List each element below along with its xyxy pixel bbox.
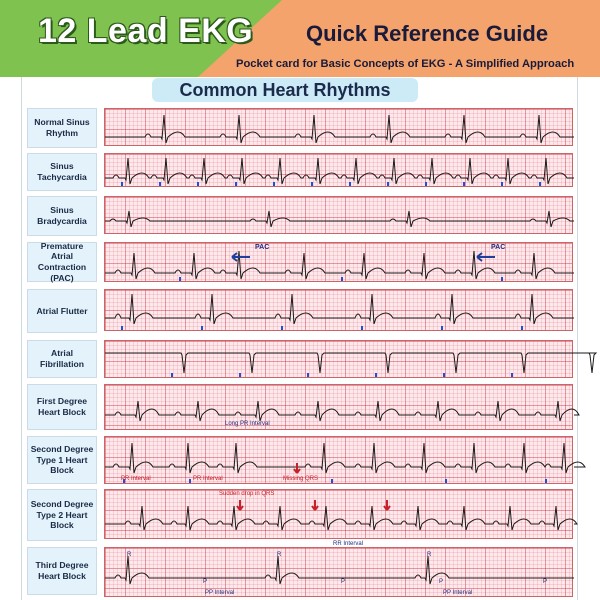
rhythm-marker bbox=[341, 277, 343, 281]
rhythm-marker bbox=[197, 182, 199, 186]
rhythm-marker bbox=[463, 182, 465, 186]
ekg-trace-atrial-flutter bbox=[105, 290, 572, 330]
r-wave-label-3: R bbox=[427, 552, 432, 558]
rhythm-marker bbox=[189, 479, 191, 483]
ekg-trace-line bbox=[105, 443, 585, 473]
rhythm-marker bbox=[273, 182, 275, 186]
rhythm-marker bbox=[121, 326, 123, 330]
p-wave-label-4: P bbox=[543, 579, 548, 585]
guide-title: Quick Reference Guide bbox=[306, 21, 549, 46]
ekg-strip-atrial-fibrillation bbox=[104, 340, 573, 378]
ekg-trace-line bbox=[105, 353, 596, 373]
rhythm-marker bbox=[545, 479, 547, 483]
rhythm-label-third-degree-block: Third Degree Heart Block bbox=[27, 547, 97, 595]
ekg-trace-line bbox=[105, 251, 574, 279]
sudden-drop-qrs-label: Sudden drop in QRS bbox=[219, 491, 275, 497]
rhythm-marker bbox=[349, 182, 351, 186]
rhythm-label-sinus-tachycardia: Sinus Tachycardia bbox=[27, 153, 97, 191]
ekg-trace-sinus-bradycardia bbox=[105, 197, 572, 233]
card-title: 12 Lead EKG bbox=[38, 12, 254, 50]
rr-interval-label: RR Interval bbox=[333, 541, 364, 547]
annotation-arrow bbox=[312, 500, 318, 510]
rhythm-marker bbox=[331, 479, 333, 483]
rhythm-marker bbox=[387, 182, 389, 186]
pp-interval-label-1: PP Interval bbox=[205, 590, 235, 596]
rhythm-marker bbox=[311, 182, 313, 186]
rhythm-marker bbox=[511, 373, 513, 377]
card-subtitle: Pocket card for Basic Concepts of EKG - A Simplified Approach bbox=[236, 58, 575, 70]
rhythm-marker bbox=[501, 277, 503, 281]
rhythm-marker bbox=[375, 373, 377, 377]
pac-annotation-2: PAC bbox=[491, 244, 506, 251]
header-banner bbox=[0, 0, 600, 77]
p-wave-label-2: P bbox=[341, 579, 346, 585]
rhythm-label-pac: Premature Atrial Contraction (PAC) bbox=[27, 242, 97, 282]
rhythm-marker bbox=[235, 182, 237, 186]
missing-qrs-label: Missing QRS bbox=[283, 476, 319, 482]
rhythm-label-normal-sinus: Normal Sinus Rhythm bbox=[27, 108, 97, 148]
ekg-trace-first-degree-block bbox=[105, 385, 572, 429]
ekg-trace-line bbox=[105, 115, 574, 143]
rhythm-marker bbox=[239, 373, 241, 377]
rhythm-marker bbox=[539, 182, 541, 186]
ekg-strip-normal-sinus bbox=[104, 108, 573, 146]
rhythm-label-first-degree-block: First Degree Heart Block bbox=[27, 384, 97, 430]
pp-interval-label-2: PP Interval bbox=[443, 590, 473, 596]
ekg-trace-line bbox=[105, 506, 577, 530]
ekg-trace-line bbox=[105, 158, 574, 184]
ekg-trace-line bbox=[105, 294, 574, 324]
r-wave-label-1: R bbox=[127, 552, 132, 558]
ekg-trace-line bbox=[105, 556, 574, 584]
rhythm-label-second-degree-type1: Second Degree Type 1 Heart Block bbox=[27, 436, 97, 484]
ekg-strip-pac bbox=[104, 242, 573, 282]
long-pr-interval-label: Long PR Interval bbox=[225, 421, 270, 427]
ekg-trace-sinus-tachycardia bbox=[105, 154, 572, 186]
ekg-trace-atrial-fibrillation bbox=[105, 341, 572, 377]
section-title: Common Heart Rhythms bbox=[152, 78, 418, 102]
ekg-trace-third-degree-block bbox=[105, 548, 572, 596]
rhythm-label-sinus-bradycardia: Sinus Bradycardia bbox=[27, 196, 97, 236]
rhythm-marker bbox=[443, 373, 445, 377]
ekg-trace-line bbox=[105, 211, 574, 227]
p-wave-label-1: P bbox=[203, 579, 208, 585]
ekg-trace-line bbox=[105, 401, 579, 421]
rhythm-marker bbox=[425, 182, 427, 186]
ekg-trace-normal-sinus bbox=[105, 109, 572, 145]
ekg-strip-sinus-tachycardia bbox=[104, 153, 573, 187]
rhythm-marker bbox=[521, 326, 523, 330]
rhythm-marker bbox=[159, 182, 161, 186]
rhythm-marker bbox=[281, 326, 283, 330]
rhythm-marker bbox=[445, 479, 447, 483]
annotation-arrow bbox=[237, 500, 243, 510]
ekg-strip-second-degree-type1 bbox=[104, 436, 573, 484]
ekg-strip-second-degree-type2 bbox=[104, 489, 573, 539]
rhythm-label-atrial-fibrillation: Atrial Fibrillation bbox=[27, 340, 97, 378]
annotation-arrow bbox=[294, 463, 300, 473]
p-wave-label-3: P bbox=[439, 579, 444, 585]
rhythm-marker bbox=[441, 326, 443, 330]
pr-interval-label-2: PR Interval bbox=[193, 476, 223, 482]
rhythm-marker bbox=[121, 182, 123, 186]
ekg-strip-first-degree-block bbox=[104, 384, 573, 430]
annotation-arrow bbox=[232, 253, 250, 261]
rhythm-marker bbox=[179, 277, 181, 281]
rhythm-marker bbox=[501, 182, 503, 186]
ekg-strip-atrial-flutter bbox=[104, 289, 573, 331]
rhythm-marker bbox=[201, 326, 203, 330]
ekg-trace-second-degree-type1 bbox=[105, 437, 572, 483]
rhythm-marker bbox=[307, 373, 309, 377]
rhythm-marker bbox=[171, 373, 173, 377]
r-wave-label-2: R bbox=[277, 552, 282, 558]
rhythm-label-second-degree-type2: Second Degree Type 2 Heart Block bbox=[27, 489, 97, 541]
ekg-trace-second-degree-type2 bbox=[105, 490, 572, 538]
ekg-strip-sinus-bradycardia bbox=[104, 196, 573, 234]
annotation-arrow bbox=[384, 500, 390, 510]
rhythm-marker bbox=[361, 326, 363, 330]
pr-interval-label-1: PR Interval bbox=[121, 476, 151, 482]
pac-annotation-1: PAC bbox=[255, 244, 270, 251]
rhythm-label-atrial-flutter: Atrial Flutter bbox=[27, 289, 97, 333]
annotation-arrow bbox=[477, 253, 495, 261]
ekg-strip-third-degree-block bbox=[104, 541, 573, 597]
